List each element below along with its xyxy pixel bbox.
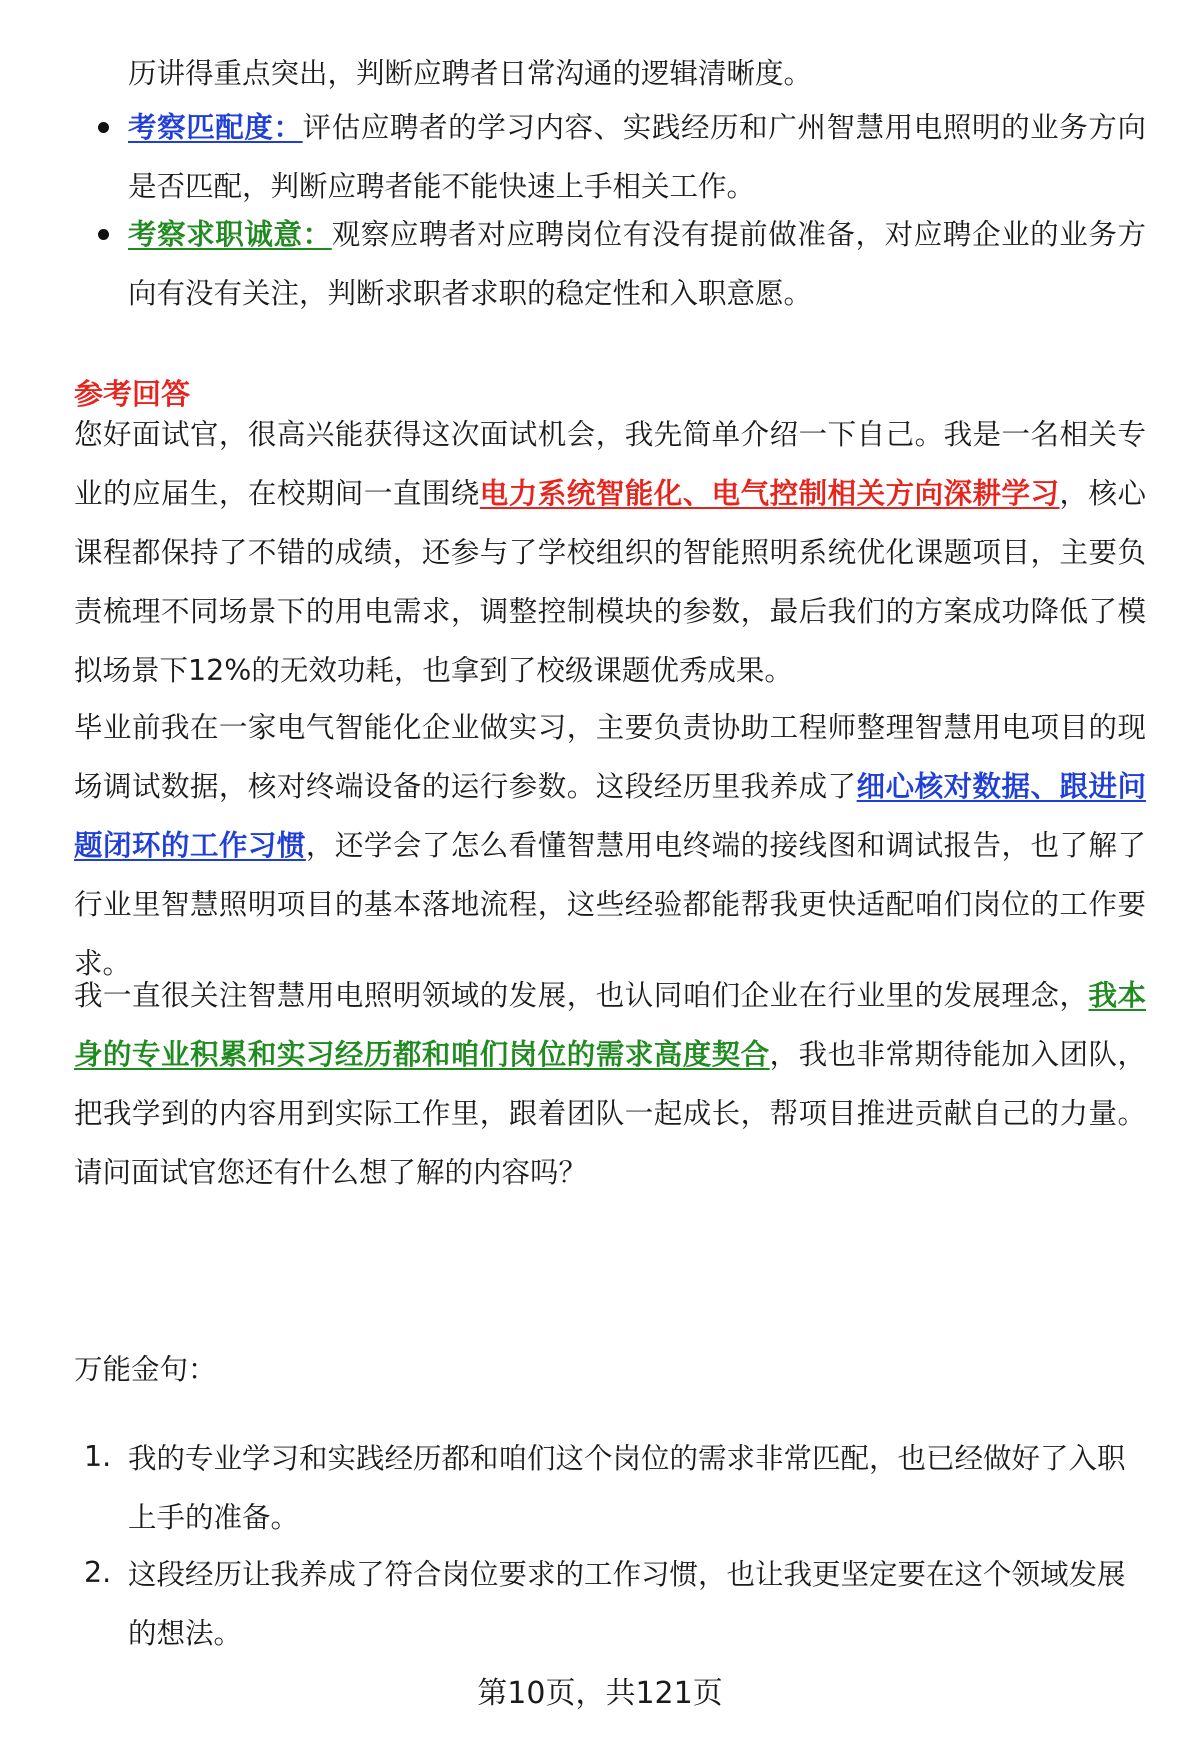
bullet-item-match	[128, 98, 1146, 216]
golden-item-text: 我的专业学习和实践经历都和咱们这个岗位的需求非常匹配，也已经做好了入职上手的准备。	[128, 1442, 1126, 1534]
bullet-item-sincerity	[128, 205, 1146, 323]
bullet-marker	[94, 122, 114, 142]
bullet-marker	[94, 229, 114, 249]
answer-p2-text-b: ，还学会了怎么看懂智慧用电终端的接线图和调试报告，也了解了行业里智慧照明项目的基本落地流程，这些经验都能帮我更快适配咱们岗位的工作要求。	[74, 829, 1146, 980]
answer-p3-highlight: 我本身的专业积累和实习经历都和咱们岗位的需求高度契合	[74, 979, 1146, 1071]
section-heading: 参考回答	[74, 377, 191, 411]
answer-p3-text-a: 我一直很关注智慧用电照明领域的发展，也认同咱们企业在行业里的发展理念，	[74, 979, 1089, 1012]
golden-item-number: 2.	[84, 1556, 112, 1589]
answer-p3-text-b: ，我也非常期待能加入团队，把我学到的内容用到实际工作里，跟着团队一起成长，帮项目推进贡献自己的力量。请问面试官您还有什么想了解的内容吗？	[74, 1038, 1146, 1189]
answer-p1-highlight: 电力系统智能化、电气控制相关方向深耕学习	[479, 477, 1060, 510]
answer-p1-text-a: 您好面试官，很高兴能获得这次面试机会，我先简单介绍一下自己。我是一名相关专业的应届生，在校期间一直围绕	[74, 418, 1146, 510]
golden-item-number: 1.	[84, 1440, 112, 1473]
bullet-text-match: 评估应聘者的学习内容、实践经历和广州智慧用电照明的业务方向是否匹配，判断应聘者能不能快速上手相关工作。	[128, 111, 1146, 203]
bullet-label-sincerity: 考察求职诚意：	[128, 218, 332, 251]
answer-paragraph-2	[74, 698, 1146, 993]
bullet-text-sincerity: 观察应聘者对应聘岗位有没有提前做准备，对应聘企业的业务方向有没有关注，判断求职者求职的稳定性和入职意愿。	[128, 218, 1146, 310]
answer-p2-text-a: 毕业前我在一家电气智能化企业做实习，主要负责协助工程师整理智慧用电项目的现场调试数据，核对终端设备的运行参数。这段经历里我养成了	[74, 711, 1146, 803]
answer-paragraph-1	[74, 405, 1146, 700]
answer-p2-highlight: 细心核对数据、跟进问题闭环的工作习惯	[74, 770, 1146, 862]
page-footer: 第10页，共121页	[477, 1676, 723, 1711]
answer-p1-text-b: ，核心课程都保持了不错的成绩，还参与了学校组织的智能照明系统优化课题项目，主要负责梳理不同场景下的用电需求，调整控制模块的参数，最后我们的方案成功降低了模拟场景下12%的无效功耗，也拿到了校级课题优秀成果。	[74, 477, 1146, 687]
answer-paragraph-3	[74, 966, 1146, 1202]
intro-line: 历讲得重点突出，判断应聘者日常沟通的逻辑清晰度。	[128, 57, 813, 90]
bullet-label-match: 考察匹配度：	[128, 111, 303, 144]
golden-label: 万能金句：	[74, 1353, 217, 1386]
golden-item-text: 这段经历让我养成了符合岗位要求的工作习惯，也让我更坚定要在这个领域发展的想法。	[128, 1558, 1126, 1650]
